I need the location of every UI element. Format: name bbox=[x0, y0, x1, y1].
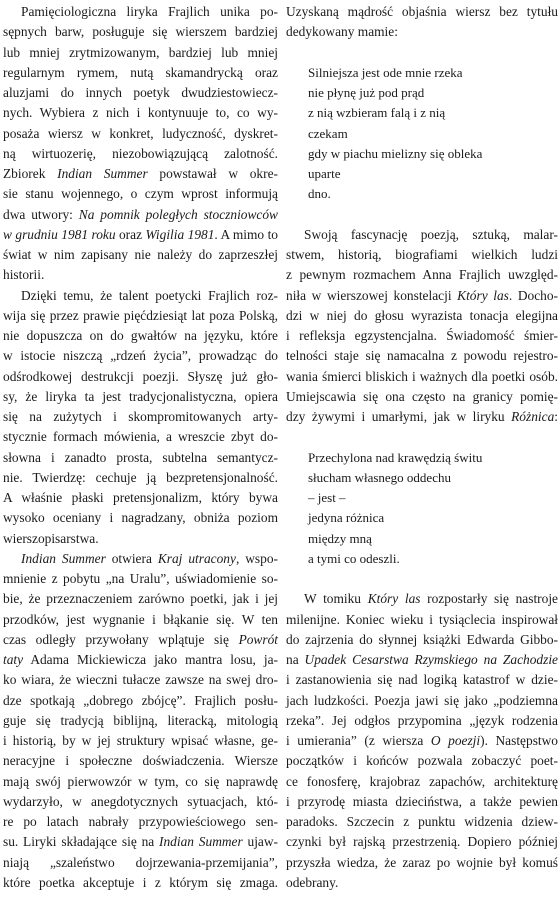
text-segment: początków i końców pozwala zobaczyć poet- bbox=[286, 753, 558, 769]
text-segment: . A mimo to bbox=[214, 226, 278, 242]
text-segment: telności staje się namacalna z powodu rejestro- bbox=[286, 348, 558, 364]
text-segment: sie stanu wojennego, o czym wprost informują bbox=[3, 186, 278, 202]
text-segment: i umierania” (z wiersza bbox=[286, 733, 431, 748]
text-line bbox=[286, 771, 558, 793]
text-segment: mają swój pierwowzór w tym, co się naprawdę bbox=[3, 773, 278, 789]
text-line bbox=[3, 406, 278, 428]
text-segment: stycznie formach mówienia, a wreszcie zbyt do- bbox=[3, 429, 278, 445]
text-segment: : bbox=[554, 409, 558, 424]
italic-title-text: Wigilia 1981 bbox=[145, 226, 215, 242]
text-segment: słucham własnego oddechu bbox=[308, 469, 451, 485]
text-segment: odebrany. bbox=[286, 874, 339, 890]
text-line bbox=[286, 791, 558, 813]
text-line bbox=[286, 1, 558, 23]
text-segment: i zastanowienia się nad logiką katastrof w dzie- bbox=[286, 672, 558, 688]
verse-line bbox=[286, 183, 558, 205]
text-line bbox=[3, 811, 278, 833]
text-line bbox=[3, 285, 278, 307]
text-line bbox=[3, 42, 278, 64]
text-line bbox=[3, 791, 278, 813]
text-segment: ujaw- bbox=[242, 834, 278, 850]
text-segment: bie, że przeznaczeniem zarówno poetki, jak i jej bbox=[3, 591, 278, 607]
text-segment: dzy żywymi i umarłymi, jak w liryku bbox=[286, 409, 512, 424]
text-segment: neracyjne i społeczne doświadczenia. Wiersze bbox=[3, 753, 278, 769]
text-segment: lub mniej zrytmizowanym, bardziej lub mniej bbox=[3, 44, 278, 60]
text-segment: W tomiku bbox=[304, 591, 368, 607]
text-segment: dwa utwory: bbox=[3, 206, 79, 222]
text-segment: otwiera bbox=[105, 550, 158, 566]
text-segment: ce fonosferę, krajobraz zapachów, architekturę bbox=[286, 773, 558, 789]
text-segment: guje się tradycją biblijną, literacką, mitologią bbox=[3, 712, 278, 728]
text-line bbox=[3, 366, 278, 388]
italic-title-text: Który las bbox=[457, 287, 509, 303]
text-line bbox=[3, 163, 278, 185]
text-segment: , wspo- bbox=[235, 550, 278, 566]
text-segment: Swoją fascynację poezją, sztuką, malar- bbox=[304, 226, 558, 242]
text-line bbox=[286, 831, 558, 853]
text-segment: przodków, jest wygnanie i błąkanie się. W ten bbox=[3, 611, 278, 627]
text-line bbox=[3, 244, 278, 266]
text-line bbox=[3, 264, 278, 286]
italic-title-text: O poezji bbox=[430, 733, 481, 748]
text-segment: . Docho- bbox=[508, 287, 558, 303]
text-segment: nie płynę już pod prąd bbox=[308, 85, 425, 100]
text-line bbox=[3, 62, 278, 84]
text-segment: jedyna różnica bbox=[308, 510, 385, 526]
italic-title-text: Indian Summer bbox=[57, 166, 148, 181]
text-line bbox=[286, 285, 558, 307]
text-segment: Dzięki temu, że talent poetycki Frajlich roz- bbox=[21, 287, 278, 303]
text-line bbox=[3, 467, 278, 489]
text-segment: Adama Mickiewicza jako mantra losu, ja- bbox=[23, 652, 278, 667]
verse-line bbox=[286, 143, 558, 165]
text-line bbox=[286, 345, 558, 367]
text-segment: się na zużytych i skompromitowanych arty- bbox=[3, 409, 278, 424]
text-line bbox=[3, 771, 278, 793]
text-segment: z pewnym rozmachem Anna Frajlich uwzględ- bbox=[286, 267, 558, 283]
text-line bbox=[3, 649, 278, 671]
text-segment: wysoko oceniany i nagradzany, obniża poziom bbox=[3, 510, 278, 526]
text-segment: powstawał w okre- bbox=[147, 166, 278, 181]
text-line bbox=[3, 750, 278, 772]
text-segment: na bbox=[286, 652, 305, 667]
text-line bbox=[286, 750, 558, 772]
text-line bbox=[3, 426, 278, 448]
text-segment: ko wiara, że wieczni tułacze zawsze na swej dro- bbox=[3, 672, 278, 688]
text-line bbox=[286, 710, 558, 732]
verse-line bbox=[286, 467, 558, 489]
text-line bbox=[3, 528, 278, 550]
verse-line bbox=[286, 82, 558, 104]
text-line bbox=[3, 345, 278, 367]
text-segment: wydarzyło, w anegdotycznych sytuacjach, któ- bbox=[3, 793, 278, 809]
text-segment: Zbiorek bbox=[3, 166, 58, 181]
text-segment: nie dopuszcza on do gwałtów na języku, które bbox=[3, 328, 278, 343]
text-line bbox=[286, 366, 558, 388]
text-line bbox=[3, 669, 278, 691]
text-segment: i przyrodę miasta dzieciństwa, a także pewien bbox=[286, 793, 558, 809]
text-line bbox=[3, 325, 278, 347]
text-line bbox=[3, 609, 278, 631]
text-line bbox=[3, 82, 278, 104]
text-line bbox=[3, 123, 278, 145]
text-line bbox=[286, 852, 558, 874]
text-line bbox=[3, 447, 278, 469]
text-segment: paradoks. Szczecin z punktu widzenia dziew- bbox=[286, 814, 558, 829]
verse-line bbox=[286, 528, 558, 550]
text-segment: z nią wzbieram falą i z nią bbox=[308, 105, 446, 121]
text-line bbox=[286, 264, 558, 286]
text-line bbox=[3, 143, 278, 165]
text-segment: dno. bbox=[308, 186, 331, 202]
text-line bbox=[3, 386, 278, 408]
text-line bbox=[286, 690, 558, 712]
text-segment: uparte bbox=[308, 166, 341, 181]
italic-title-text: Upadek Cesarstwa Rzymskiego na Zachodzie bbox=[304, 652, 558, 667]
text-segment: świat w nim zapisany nie należy do zaprzeszłej bbox=[3, 247, 278, 262]
text-segment: a tymi co odeszli. bbox=[308, 550, 400, 566]
text-line bbox=[3, 487, 278, 509]
text-segment: Przechylona nad krawędzią świtu bbox=[308, 449, 483, 465]
text-segment: Silniejsza jest ode mnie rzeka bbox=[308, 64, 463, 80]
text-line bbox=[3, 710, 278, 732]
text-segment: między mną bbox=[308, 530, 372, 546]
verse-line bbox=[286, 447, 558, 469]
text-line bbox=[286, 21, 558, 43]
text-segment: mnienie z pobytu „na Uralu”, uświadomienie so- bbox=[3, 571, 278, 586]
text-segment: czas odległy przywołany wplątuje się bbox=[3, 631, 239, 647]
text-line bbox=[286, 588, 558, 610]
text-segment: sy, że liryka ta jest tradycjonalistyczna, opiera bbox=[3, 388, 278, 404]
text-segment: wania śmierci bliskich i ważnych dla poetki osób. bbox=[286, 368, 558, 384]
text-line bbox=[286, 629, 558, 651]
text-segment: posaża wiersz w konkret, ludyczność, dyskret- bbox=[3, 125, 278, 141]
text-line bbox=[286, 224, 558, 246]
verse-line bbox=[286, 548, 558, 570]
text-segment: ną wirtuozerię, niezobowiązującą zalotność. bbox=[3, 145, 278, 161]
text-line bbox=[3, 730, 278, 752]
text-line bbox=[3, 305, 278, 327]
text-segment: A właśnie płaski pretensjonalizm, który bywa bbox=[3, 490, 278, 505]
text-segment: nych. Wybiera z nich i kontynuuje to, co wy- bbox=[3, 105, 278, 121]
text-segment: i refleksja egzystencjalna. Świadomość śmier- bbox=[286, 328, 558, 343]
text-segment: rozpostarły się nastroje bbox=[420, 591, 558, 607]
text-segment: Umiejscawia się ona często na granicy pomię- bbox=[286, 388, 558, 404]
text-line bbox=[286, 872, 558, 894]
text-line bbox=[3, 588, 278, 610]
text-line bbox=[286, 386, 558, 408]
text-segment: Pamięciologiczna liryka Frajlich unika po- bbox=[21, 4, 278, 19]
text-segment: historii. bbox=[3, 267, 45, 283]
text-segment: przyszła wiedza, że zaraz po wojnie był komuś bbox=[286, 854, 558, 870]
text-segment: gdy w piachu mielizny się obleka bbox=[308, 145, 483, 161]
text-line bbox=[3, 568, 278, 590]
italic-title-text: Który las bbox=[367, 591, 421, 607]
text-segment: oraz bbox=[115, 226, 146, 242]
italic-title-text: Powrót bbox=[238, 631, 278, 647]
text-line bbox=[3, 102, 278, 124]
italic-title-text: Kraj utracony bbox=[157, 550, 236, 566]
text-segment: su. Liryki składające się na bbox=[3, 834, 160, 850]
text-line bbox=[3, 1, 278, 23]
text-line bbox=[3, 831, 278, 853]
text-segment: czynki był rajską przestrzenią. Dopiero później bbox=[286, 834, 558, 850]
text-segment: do zajrzenia do słynnej książki Edwarda Gibbo- bbox=[286, 631, 558, 647]
text-line bbox=[3, 629, 278, 651]
text-segment: i historią, by w jej struktury wpisać własne, ge- bbox=[3, 733, 278, 748]
verse-line bbox=[286, 487, 558, 509]
text-line bbox=[3, 852, 278, 874]
text-segment: nie. Twierdzę: cechuje ją bezpretensjonalność. bbox=[3, 469, 278, 485]
text-segment: regularnym rymem, nutą skamandrycką oraz bbox=[3, 64, 278, 80]
text-line bbox=[286, 669, 558, 691]
text-segment: jach ludzkości. Poezja jawi się jako „podziemna bbox=[286, 692, 558, 708]
text-segment: niła w wierszowej konstelacji bbox=[286, 287, 458, 303]
text-segment: Uzyskaną mądrość objaśnia wiersz bez tytułu bbox=[286, 4, 558, 19]
verse-line bbox=[286, 102, 558, 124]
text-line bbox=[3, 507, 278, 529]
verse-line bbox=[286, 507, 558, 529]
text-line bbox=[3, 183, 278, 205]
verse-line bbox=[286, 62, 558, 84]
text-line bbox=[286, 649, 558, 671]
text-segment: czekam bbox=[308, 125, 348, 141]
text-line bbox=[286, 406, 558, 428]
text-line bbox=[286, 811, 558, 833]
text-segment: – jest – bbox=[308, 490, 346, 505]
verse-line bbox=[286, 163, 558, 185]
text-line bbox=[286, 244, 558, 266]
text-segment: odśrodkowej destrukcji poezji. Słyszę już gło- bbox=[3, 368, 278, 384]
text-line bbox=[286, 325, 558, 347]
italic-title-text: Indian Summer bbox=[21, 550, 106, 566]
italic-title-text: Różnica bbox=[511, 409, 555, 424]
text-line bbox=[3, 204, 278, 226]
text-line bbox=[3, 21, 278, 43]
text-line bbox=[286, 609, 558, 631]
text-segment: w istocie niszczą „rdzeń życia”, prowadząc do bbox=[3, 348, 278, 364]
text-segment: dzi w niej do głosu wyrazista tonacja elegijna bbox=[286, 307, 558, 323]
text-segment: re po latach nabrały przypowieściowego sen- bbox=[3, 814, 278, 829]
text-segment: aluzjami do innych poetyk dwudziestowiecz- bbox=[3, 85, 278, 100]
verse-line bbox=[286, 123, 558, 145]
text-segment: stwem, historią, biografiami wielkich ludzi bbox=[286, 247, 558, 262]
italic-title-text: Na pomnik poległych stoczniowców bbox=[78, 206, 278, 222]
text-line bbox=[286, 730, 558, 752]
text-segment: wierszopisarstwa. bbox=[3, 530, 99, 546]
italic-title-text: taty bbox=[3, 652, 24, 667]
text-line bbox=[286, 305, 558, 327]
text-segment: dze spotkają „dobrego zbójcę”. Frajlich posłu- bbox=[3, 692, 278, 708]
text-segment: ). Następstwo bbox=[480, 733, 558, 748]
text-line bbox=[3, 548, 278, 570]
italic-title-text: w grudniu 1981 roku bbox=[3, 226, 116, 242]
text-segment: słowna i zanadto prosta, subtelna semantycz- bbox=[3, 449, 278, 465]
text-line bbox=[3, 224, 278, 246]
italic-title-text: Indian Summer bbox=[159, 834, 243, 850]
text-line bbox=[3, 690, 278, 712]
text-segment: niają „szaleństwo dojrzewania-przemijania”, bbox=[3, 854, 278, 870]
text-segment: rzeka”. Jej odgłos przypomina „język rodzenia bbox=[286, 712, 558, 728]
text-segment: wija się przez prawie pięćdziesiąt lat poza Polską, bbox=[3, 307, 278, 323]
text-segment: dedykowany mamie: bbox=[286, 24, 398, 40]
text-segment: które poetka akceptuje i z którym się zmaga. bbox=[3, 874, 278, 890]
text-line bbox=[3, 872, 278, 894]
text-segment: milenijne. Koniec wieku i tysiąclecia inspirował bbox=[286, 611, 558, 627]
text-segment: sępnych barw, posługuje się wierszem bardziej bbox=[3, 24, 278, 40]
